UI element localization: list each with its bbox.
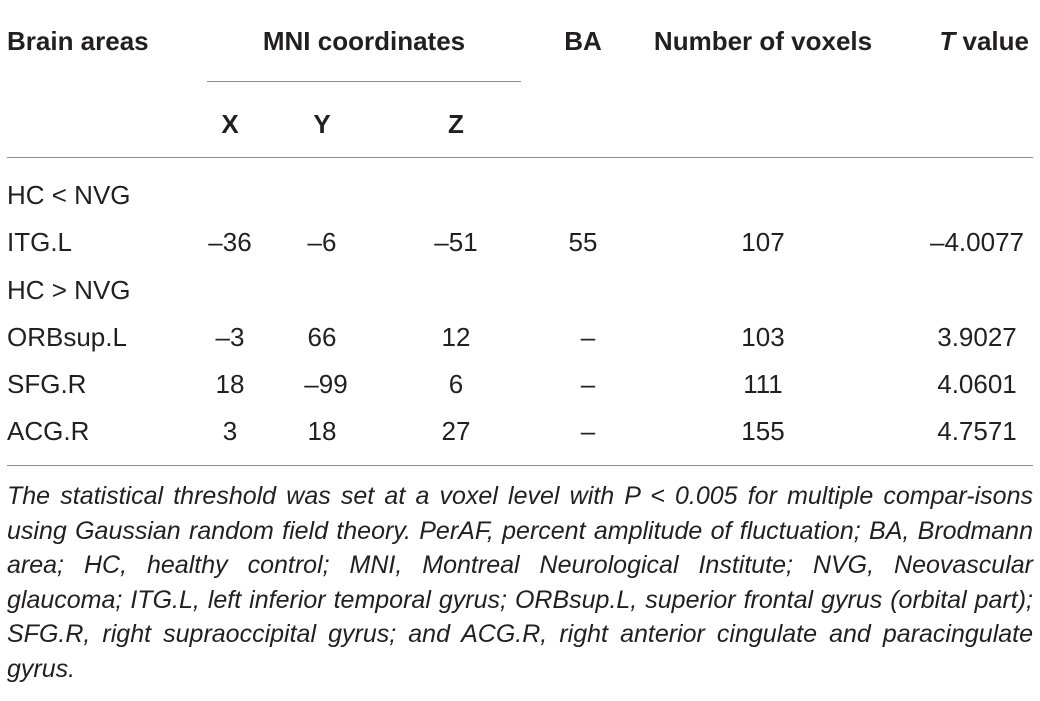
cell-voxels: 103 [741, 322, 785, 352]
header-ba: BA [564, 26, 602, 56]
header-number-of-voxels: Number of voxels [653, 26, 873, 56]
cell-t-value: 4.0601 [937, 369, 1017, 399]
cell-voxels: 155 [741, 416, 785, 446]
cell-z: 12 [441, 322, 471, 352]
cell-ba: 55 [568, 227, 598, 257]
cell-area: ITG.L [7, 227, 73, 257]
cell-z: –51 [434, 227, 478, 257]
header-t-symbol: T [939, 26, 956, 56]
mni-underline [207, 81, 521, 82]
cell-area: ORBsup.L [7, 322, 127, 352]
header-x: X [221, 109, 239, 139]
section-label: HC < NVG [7, 180, 131, 210]
cell-ba: – [580, 322, 596, 352]
cell-x: –36 [208, 227, 252, 257]
cell-y: 66 [307, 322, 337, 352]
table-bottom-rule [7, 465, 1033, 466]
header-z: Z [448, 109, 464, 139]
section-label: HC > NVG [7, 275, 131, 305]
header-t-value [939, 26, 1029, 56]
cell-area: ACG.R [7, 416, 90, 446]
cell-x: 18 [215, 369, 245, 399]
cell-ba: – [580, 416, 596, 446]
cell-x: –3 [215, 322, 245, 352]
cell-y: –99 [304, 369, 348, 399]
cell-t-value: –4.0077 [930, 227, 1024, 257]
header-rule [7, 157, 1033, 158]
cell-t-value: 3.9027 [937, 322, 1017, 352]
table-footnote: The statistical threshold was set at a voxel level with P < 0.005 for multiple compar-isons using Gaussian random field theory. PerAF, percent amplitude of fluctuation; BA, Brodmann area; HC, healthy control; MNI, Montreal Neurological Institute; NVG, Neovascular glaucoma; ITG.L, left inferior temporal gyrus; ORBsup.L, superior frontal gyrus (orbital part); SFG.R, right supraoccipital gyrus; and ACG.R, right anterior cingulate and paracingulate gyrus. [7, 482, 1033, 683]
cell-ba: – [580, 369, 596, 399]
cell-z: 27 [441, 416, 471, 446]
cell-z: 6 [448, 369, 464, 399]
cell-voxels: 107 [741, 227, 785, 257]
cell-x: 3 [222, 416, 238, 446]
header-mni-coordinates: MNI coordinates [262, 26, 466, 56]
cell-voxels: 111 [743, 369, 783, 399]
cell-y: 18 [307, 416, 337, 446]
header-t-rest: value [955, 26, 1029, 56]
cell-y: –6 [307, 227, 337, 257]
cell-t-value: 4.7571 [937, 416, 1017, 446]
header-brain-areas: Brain areas [7, 26, 149, 56]
cell-area: SFG.R [7, 369, 87, 399]
header-y: Y [313, 109, 331, 139]
